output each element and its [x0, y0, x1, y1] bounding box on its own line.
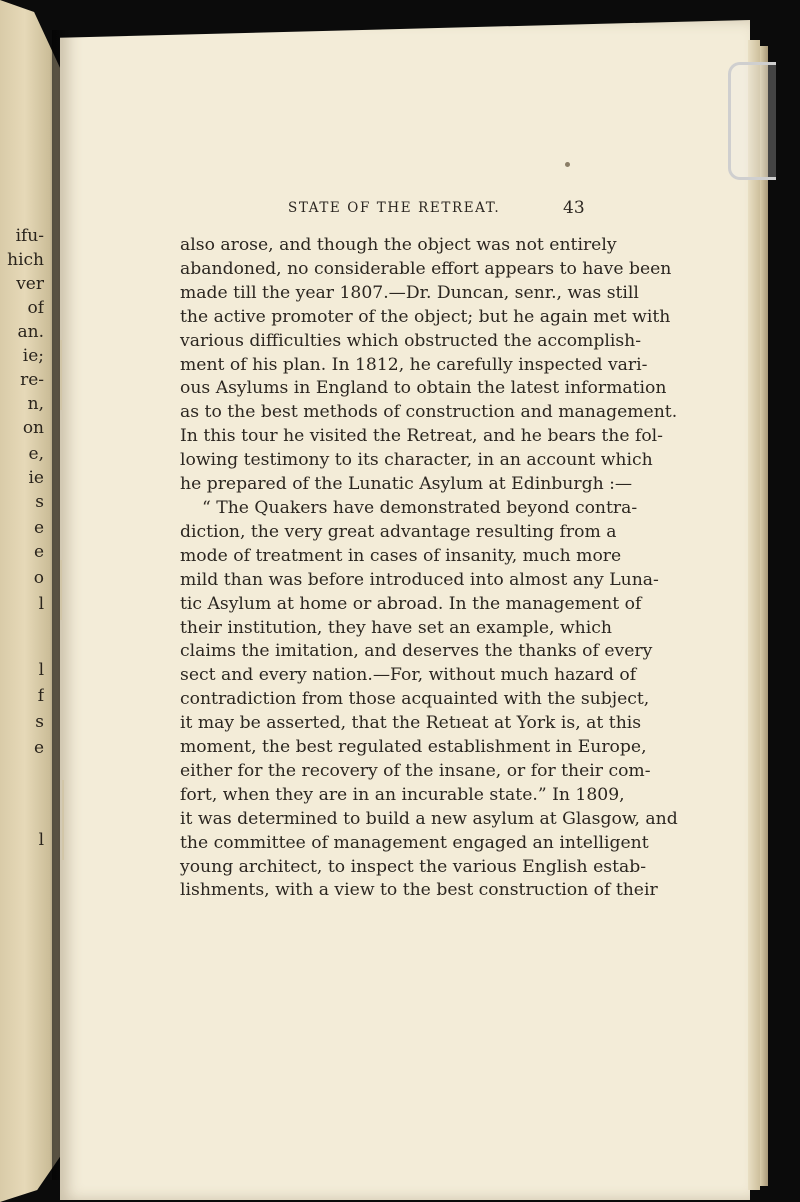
text-line: the active promoter of the object; but he again met with — [180, 306, 671, 327]
text-line: various difficulties which obstructed the accomplish- — [180, 330, 642, 351]
left-fragment: of — [27, 298, 44, 318]
text-line: fort, when they are in an incurable state.” In 1809, — [180, 784, 625, 805]
text-line: lowing testimony to its character, in an account which — [180, 450, 653, 471]
text-line: the committee of management engaged an intelligent — [180, 832, 649, 853]
text-line: mode of treatment in cases of insanity, much more — [180, 545, 622, 566]
left-fragment: f — [37, 686, 44, 706]
left-fragment: an. — [17, 322, 44, 342]
left-fragment: l — [38, 830, 44, 850]
text-line: contradiction from those acquainted with the subject, — [180, 689, 650, 710]
left-fragment: s — [35, 492, 44, 512]
left-fragment: re- — [20, 370, 44, 390]
ink-dot — [565, 162, 570, 167]
page-edge — [760, 46, 768, 1186]
body-text — [180, 234, 678, 903]
text-line: ment of his plan. In 1812, he carefully inspected vari- — [180, 354, 648, 375]
left-fragment: l — [38, 660, 44, 680]
text-line: mild than was before introduced into almost any Luna- — [180, 569, 659, 590]
text-line: sect and every nation.—For, without much hazard of — [180, 665, 637, 686]
binding-tear — [62, 780, 64, 860]
text-line: In this tour he visited the Retreat, and he bears the fol- — [180, 426, 663, 447]
text-line: diction, the very great advantage resulting from a — [180, 521, 617, 542]
text-line: made till the year 1807.—Dr. Duncan, senr., was still — [180, 282, 639, 303]
left-fragment: e — [33, 518, 44, 538]
left-fragment: ie; — [22, 346, 44, 366]
left-fragment: hich — [7, 250, 44, 270]
text-line: moment, the best regulated establishment in Europe, — [180, 737, 647, 758]
left-fragment: ver — [16, 274, 44, 294]
text-line: also arose, and though the object was not entirely — [180, 235, 617, 255]
text-line: he prepared of the Lunatic Asylum at Edinburgh :— — [180, 474, 633, 495]
left-fragment: l — [38, 594, 44, 614]
text-line: young architect, to inspect the various English estab- — [180, 856, 647, 877]
left-fragment: s — [35, 712, 44, 732]
text-line: as to the best methods of construction and management. — [180, 402, 678, 423]
page-clip — [728, 62, 776, 180]
text-line: ous Asylums in England to obtain the latest information — [180, 378, 667, 399]
text-line: either for the recovery of the insane, or for their com- — [180, 760, 651, 781]
left-fragment: o — [33, 568, 44, 588]
left-fragment: e, — [28, 444, 44, 464]
page-number: 43 — [563, 198, 585, 218]
text-line: abandoned, no considerable effort appears to have been — [180, 258, 672, 279]
text-line: lishments, with a view to the best construction of their — [180, 880, 658, 901]
binding-tear — [60, 560, 62, 620]
text-line: it may be asserted, that the Retıeat at York is, at this — [180, 713, 642, 734]
left-fragment: ifu- — [15, 226, 44, 246]
text-line: it was determined to build a new asylum at Glasgow, and — [180, 808, 678, 829]
left-fragment: e — [33, 738, 44, 758]
text-line: their institution, they have set an example, which — [180, 617, 612, 638]
left-fragment: e — [33, 542, 44, 562]
page-edge — [748, 40, 760, 1190]
text-line: tic Asylum at home or abroad. In the management of — [180, 593, 642, 614]
left-fragment: n, — [27, 394, 44, 414]
left-fragment: ie — [28, 468, 44, 488]
text-line: claims the imitation, and deserves the thanks of every — [180, 641, 653, 662]
binding-tear — [60, 340, 62, 410]
running-head: STATE OF THE RETREAT. — [288, 200, 501, 216]
left-fragment: on — [22, 418, 44, 438]
quote-start-line: “ The Quakers have demonstrated beyond contra- — [202, 497, 638, 518]
